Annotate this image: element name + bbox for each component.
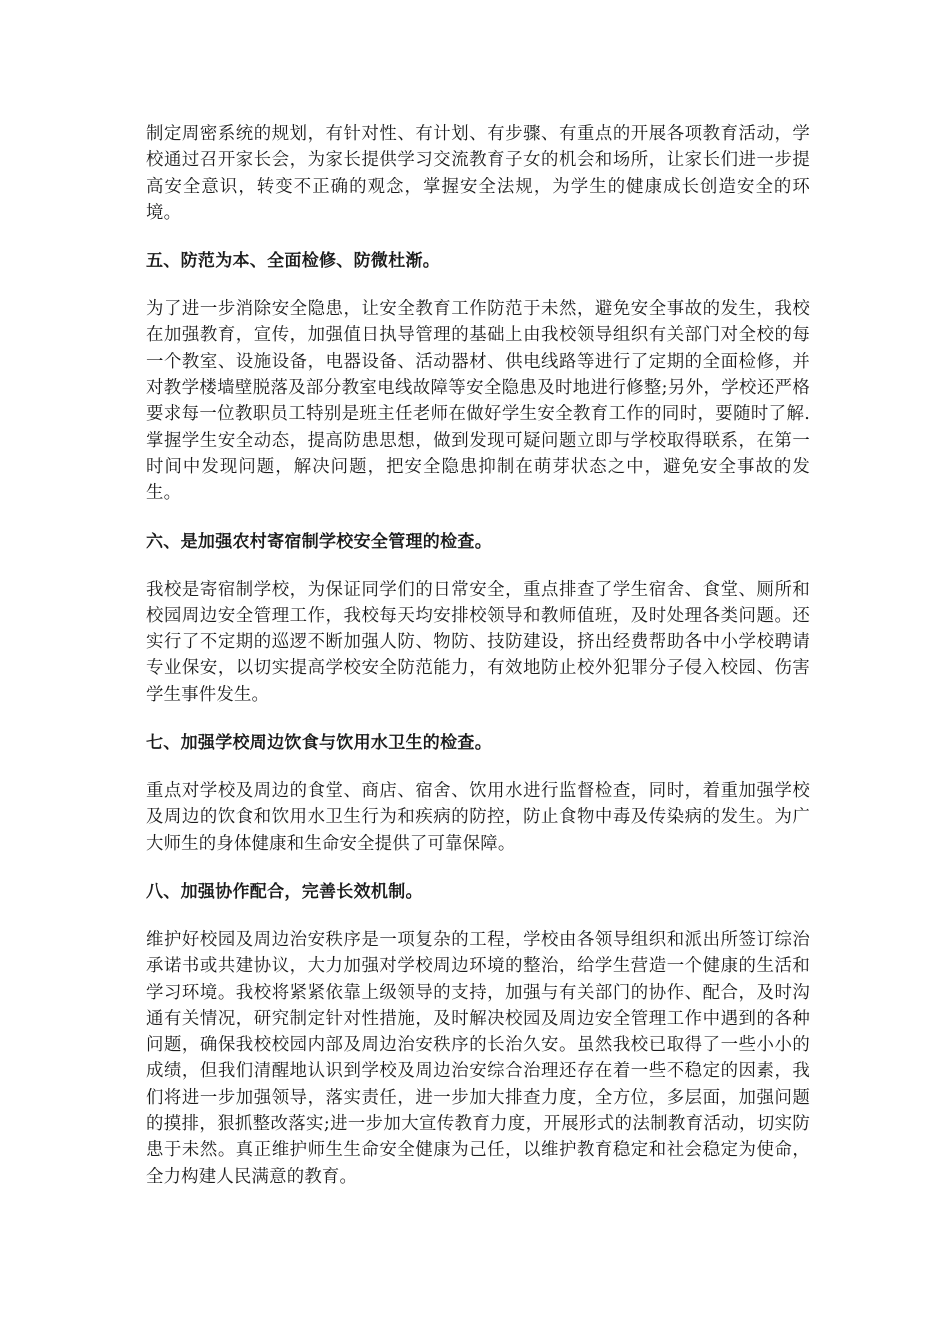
section-body-7: 重点对学校及周边的食堂、商店、宿舍、饮用水进行监督检查，同时，着重加强学校及周边的饮食和饮用水卫生行为和疾病的防控，防止食物中毒及传染病的发生。为广大师生的身体健康和生命安全提供了可靠保障。 — [146, 781, 810, 854]
document-page — [146, 121, 810, 1190]
section-heading-6: 六、是加强农村寄宿制学校安全管理的检查。 — [146, 531, 492, 552]
section-heading-5: 五、防范为本、全面检修、防微杜渐。 — [146, 251, 441, 272]
section-body-6: 我校是寄宿制学校，为保证同学们的日常安全，重点排查了学生宿舍、食堂、厕所和校园周边安全管理工作，我校每天均安排校领导和教师值班，及时处理各类问题。还实行了不定期的巡逻不断加强人防、物防、技防建设，挤出经费帮助各中小学校聘请专业保安，以切实提高学校安全防范能力，有效地防止校外犯罪分子侵入校园、伤害学生事件发生。 — [146, 579, 810, 705]
section-body-5: 为了进一步消除安全隐患，让安全教育工作防范于未然，避免安全事故的发生，我校在加强教育，宣传，加强值日执导管理的基础上由我校领导组织有关部门对全校的每一个教室、设施设备，电器设备、活动器材、供电线路等进行了定期的全面检修，并对教学楼墙壁脱落及部分教室电线故障等安全隐患及时地进行修整;另外，学校还严格要求每一位教职员工特别是班主任老师在做好学生安全教育工作的同时，要随时了解.掌握学生安全动态，提高防患思想，做到发现可疑问题立即与学校取得联系，在第一时间中发现问题，解决问题，把安全隐患抑制在萌芽状态之中，避免安全事故的发生。 — [146, 299, 810, 504]
section-heading-7: 七、加强学校周边饮食与饮用水卫生的检查。 — [146, 733, 492, 754]
section-heading-8: 八、加强协作配合，完善长效机制。 — [146, 881, 423, 902]
intro-paragraph: 制定周密系统的规划，有针对性、有计划、有步骤、有重点的开展各项教育活动，学校通过召开家长会，为家长提供学习交流教育子女的机会和场所，让家长们进一步提高安全意识，转变不正确的观念，掌握安全法规，为学生的健康成长创造安全的环境。 — [146, 124, 810, 223]
section-body-8: 维护好校园及周边治安秩序是一项复杂的工程，学校由各领导组织和派出所签订综治承诺书或共建协议，大力加强对学校周边环境的整治，给学生营造一个健康的生活和学习环境。我校将紧紧依靠上级领导的支持，加强与有关部门的协作、配合，及时沟通有关情况，研究制定针对性措施，及时解决校园及周边安全管理工作中遇到的各种问题，确保我校校园内部及周边治安秩序的长治久安。虽然我校已取得了一些小小的成绩，但我们清醒地认识到学校及周边治安综合治理还存在着一些不稳定的因素，我们将进一步加强领导，落实责任，进一步加大排查力度，全方位，多层面，加强问题的摸排，狠抓整改落实;进一步加大宣传教育力度，开展形式的法制教育活动，切实防患于未然。真正维护师生生命安全健康为己任，以维护教育稳定和社会稳定为使命，全力构建人民满意的教育。 — [146, 929, 810, 1187]
